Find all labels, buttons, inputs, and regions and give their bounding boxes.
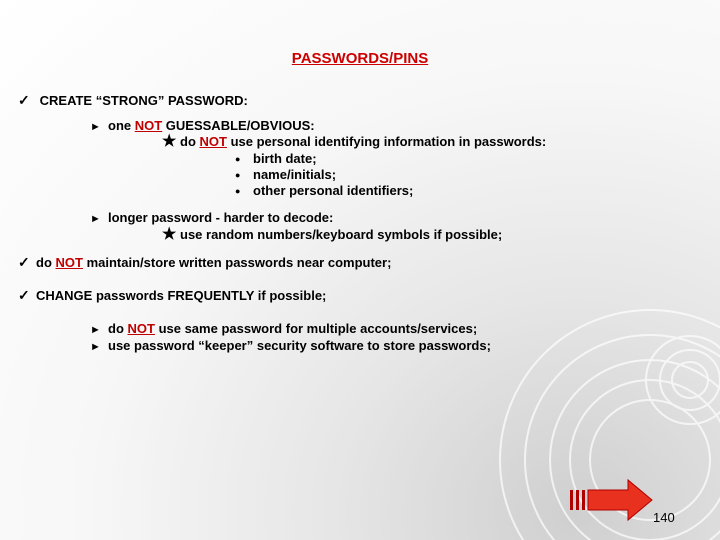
list-item [162,227,502,243]
list-item [235,151,317,167]
item-text: name/initials; [253,167,337,182]
emphasis-not: NOT [199,134,227,149]
item-text: other personal identifiers; [253,183,414,198]
list-item [90,210,333,227]
item-text: one [108,118,135,133]
list-item [90,118,315,135]
dot-bullet-icon: ● [235,186,241,196]
star-bullet-icon: ★ [162,226,177,243]
item-text: do [36,255,56,270]
triangle-bullet-icon: ► [90,121,101,133]
list-item [162,134,546,150]
item-text: do [108,321,128,336]
next-slide-arrow-icon[interactable] [570,478,654,522]
item-text: use password “keeper” security software to store passwords; [108,338,491,353]
page-number: 140 [653,510,675,525]
star-bullet-icon: ★ [162,133,177,150]
item-text: use same password for multiple accounts/services; [154,321,478,336]
emphasis-not: NOT [127,321,155,336]
dot-bullet-icon: ● [235,154,241,164]
list-item [90,338,491,355]
item-text: maintain/store written passwords near computer; [82,255,392,270]
list-item [90,321,477,338]
check-icon: ✓ [18,92,30,108]
dot-bullet-icon: ● [235,170,241,180]
check-icon: ✓ [18,287,30,303]
item-text: use random numbers/keyboard symbols if possible; [180,227,503,242]
triangle-bullet-icon: ► [90,213,101,225]
list-item [18,92,248,109]
page-title: PASSWORDS/PINS [291,50,429,67]
list-item [235,167,336,183]
item-text: GUESSABLE/OBVIOUS: [162,118,315,133]
emphasis-not: NOT [55,255,83,270]
list-item [18,254,391,271]
list-item [235,183,413,199]
item-text: use personal identifying information in passwords: [226,134,547,149]
item-text: do [180,134,200,149]
item-text: birth date; [253,151,317,166]
triangle-bullet-icon: ► [90,324,101,336]
list-item [18,287,326,304]
item-text: longer password - harder to decode: [108,210,334,225]
item-text: CHANGE passwords FREQUENTLY if possible; [36,288,327,303]
item-text: CREATE “STRONG” PASSWORD: [39,93,248,108]
emphasis-not: NOT [134,118,163,133]
check-icon: ✓ [18,254,30,270]
triangle-bullet-icon: ► [90,341,101,353]
